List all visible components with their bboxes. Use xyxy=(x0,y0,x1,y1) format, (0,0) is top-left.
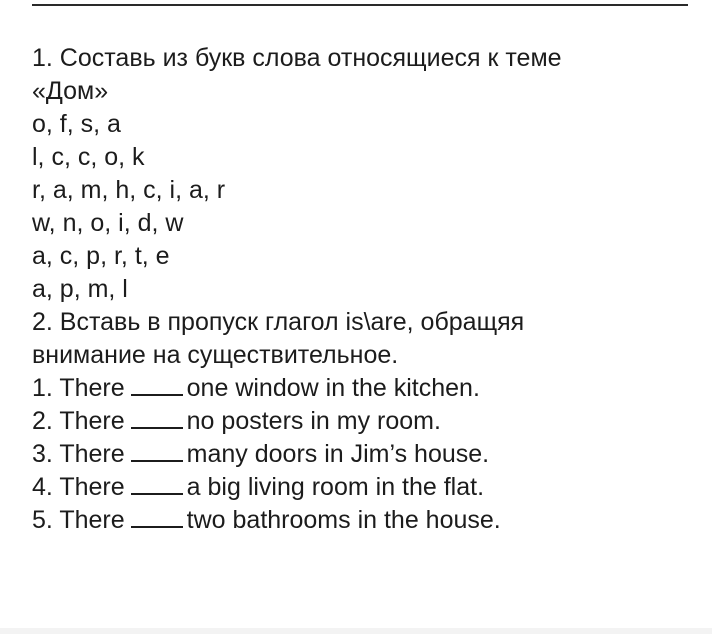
sentence-2-end: no posters in my room. xyxy=(186,407,441,435)
sentence-4-start: 4. There xyxy=(32,473,125,501)
letter-set-5: a, c, p, r, t, e xyxy=(32,242,170,270)
sentence-1-start: 1. There xyxy=(32,374,125,402)
sentence-3-blank xyxy=(131,440,183,462)
sentence-1-end: one window in the kitchen. xyxy=(186,374,480,402)
sentence-4-end: a big living room in the flat. xyxy=(186,473,485,501)
sentence-1-blank xyxy=(131,374,183,396)
task2-title-line2: внимание на существительное. xyxy=(32,341,399,369)
task1-title-line2: «Дом» xyxy=(32,77,109,105)
worksheet xyxy=(32,42,692,537)
sentence-4-blank xyxy=(131,473,183,495)
sentence-5-start: 5. There xyxy=(32,506,125,534)
sentence-2 xyxy=(32,405,692,438)
sentence-2-start: 2. There xyxy=(32,407,125,435)
letter-set-4: w, n, o, i, d, w xyxy=(32,209,184,237)
sentence-3 xyxy=(32,438,692,471)
letter-set-2: l, c, c, o, k xyxy=(32,143,145,171)
top-divider xyxy=(32,4,688,6)
bottom-edge xyxy=(0,628,712,634)
sentence-3-end: many doors in Jim’s house. xyxy=(186,440,490,468)
task1-title-line1: 1. Составь из букв слова относящиеся к теме xyxy=(32,44,562,72)
sentence-4 xyxy=(32,471,692,504)
sentence-5-blank xyxy=(131,506,183,528)
sentence-3-start: 3. There xyxy=(32,440,125,468)
letter-set-1: o, f, s, a xyxy=(32,110,121,138)
sentence-2-blank xyxy=(131,407,183,429)
letter-set-6: a, p, m, l xyxy=(32,275,128,303)
sentence-5-end: two bathrooms in the house. xyxy=(186,506,501,534)
sentence-1 xyxy=(32,372,692,405)
sentence-5 xyxy=(32,504,692,537)
letter-set-3: r, a, m, h, c, i, a, r xyxy=(32,176,226,204)
task2-title-line1: 2. Вставь в пропуск глагол is\are, обращяя xyxy=(32,308,525,336)
